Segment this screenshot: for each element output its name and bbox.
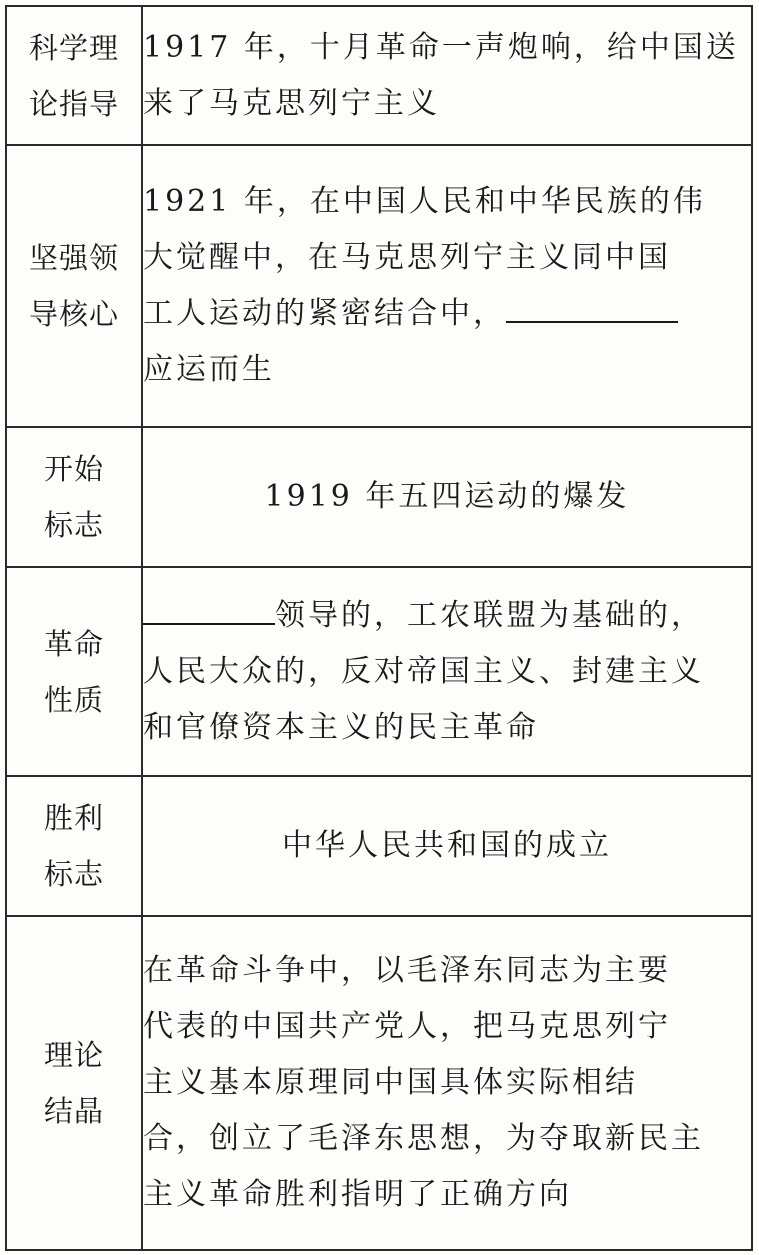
row-content: 中华人民共和国的成立 (142, 776, 752, 916)
row-content: 1917 年，十月革命一声炮响，给中国送 来了马克思列宁主义 (142, 6, 752, 145)
table-row (6, 145, 752, 427)
table-row (6, 916, 752, 1250)
table-row (6, 6, 752, 145)
row-content: 1919 年五四运动的爆发 (142, 427, 752, 567)
row-label: 开始 标志 (6, 427, 142, 567)
row-label: 理论 结晶 (6, 916, 142, 1250)
row-content: 领导的，工农联盟为基础的， 人民大众的，反对帝国主义、封建主义 和官僚资本主义的民主革命 (142, 567, 752, 776)
summary-table (5, 5, 753, 1251)
answer-blank[interactable] (506, 287, 678, 323)
row-label: 科学理 论指导 (6, 6, 142, 145)
row-label: 坚强领 导核心 (6, 145, 142, 427)
row-label: 革命 性质 (6, 567, 142, 776)
answer-blank[interactable] (143, 589, 275, 625)
row-content: 1921 年，在中国人民和中华民族的伟 大觉醒中，在马克思列宁主义同中国 工人运动的紧密结合中， 应运而生 (142, 145, 752, 427)
row-content: 在革命斗争中，以毛泽东同志为主要 代表的中国共产党人，把马克思列宁 主义基本原理同中国具体实际相结 合，创立了毛泽东思想，为夺取新民主 主义革命胜利指明了正确方向 (142, 916, 752, 1250)
table-row (6, 776, 752, 916)
row-label: 胜利 标志 (6, 776, 142, 916)
table-row (6, 427, 752, 567)
table-row (6, 567, 752, 776)
